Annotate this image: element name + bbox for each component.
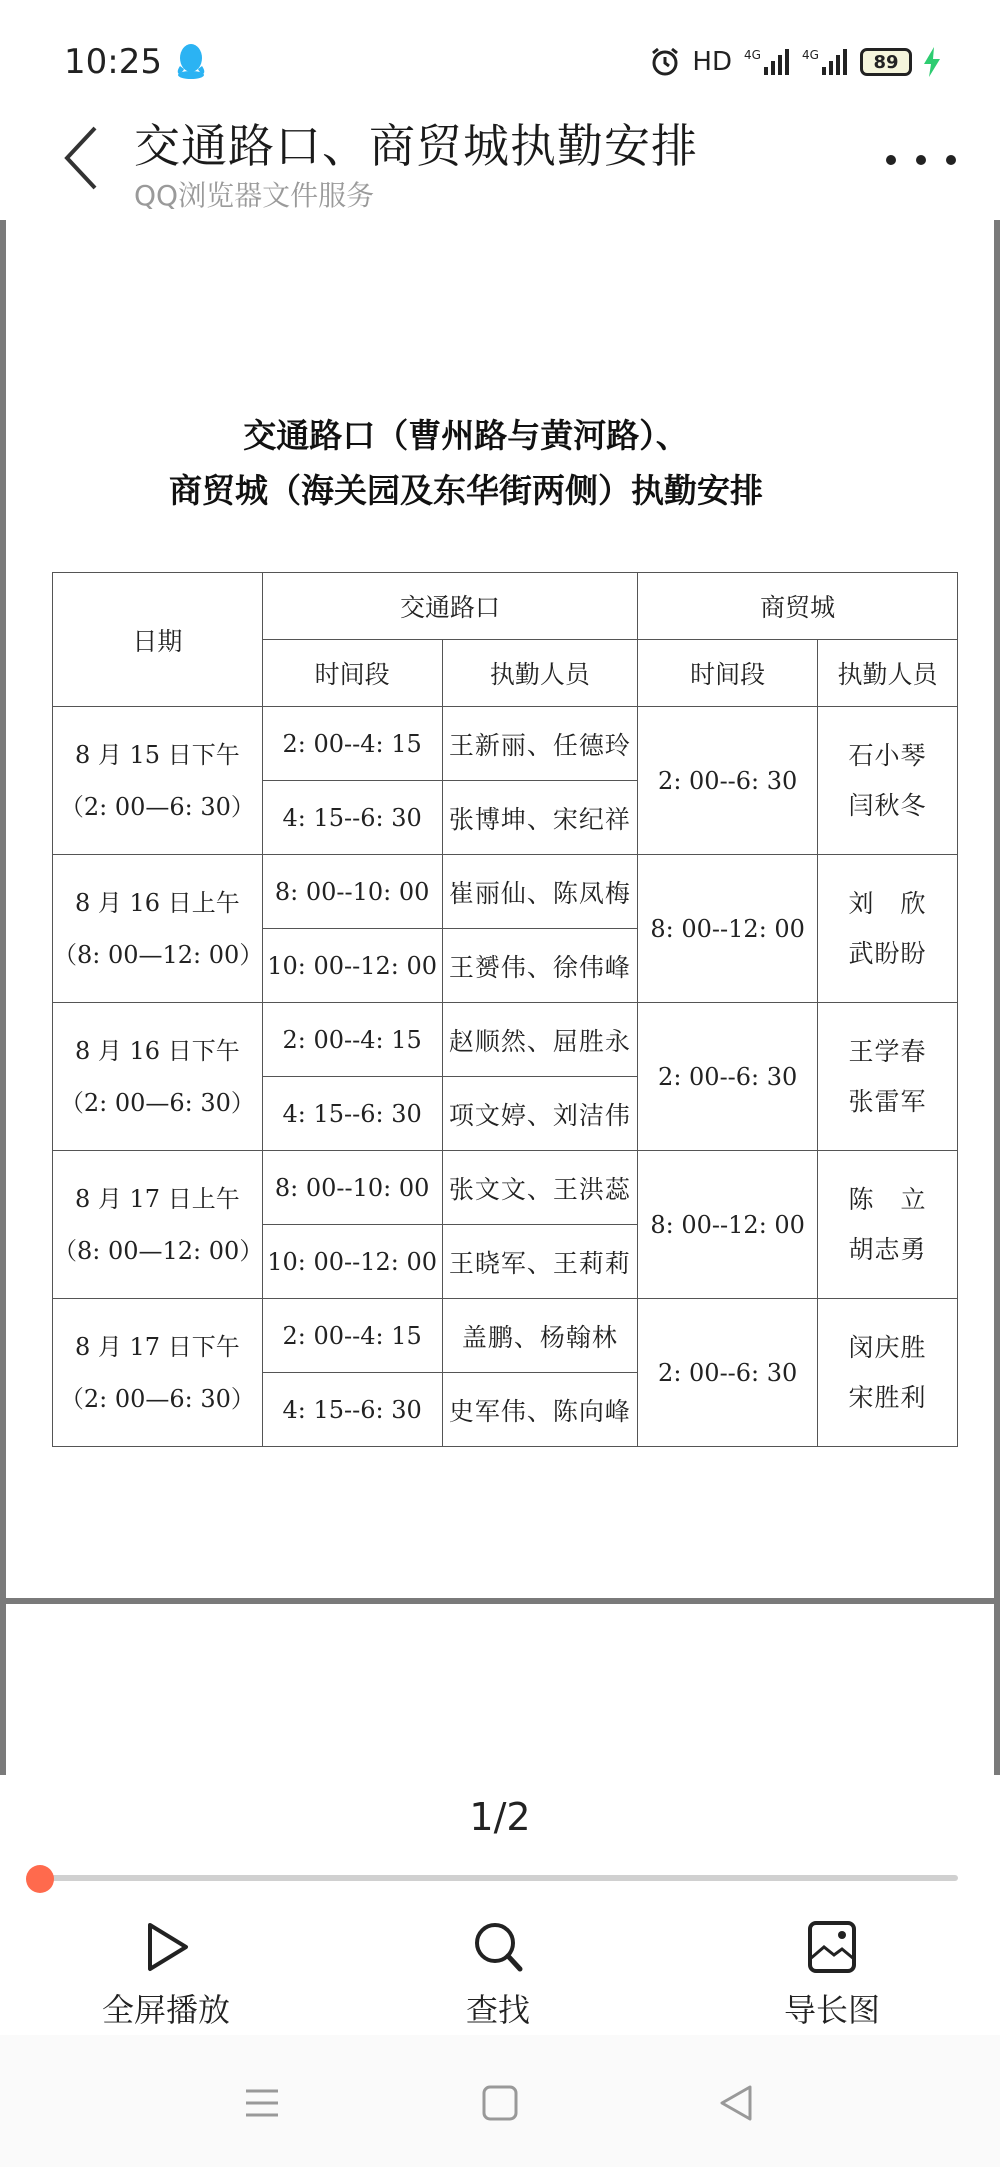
date-line: 8 月 17 日下午 [75, 1332, 240, 1361]
traffic-time-cell: 2: 00--4: 15 [262, 1003, 442, 1077]
mall-staff-cell [818, 1003, 958, 1151]
traffic-staff-cell: 张文文、王洪蕊 [442, 1151, 638, 1225]
schedule-table [52, 572, 958, 1447]
battery-level: 89 [873, 51, 899, 73]
header-date: 日期 [53, 573, 263, 707]
date-cell [53, 707, 263, 855]
table-header-row [53, 573, 958, 640]
traffic-staff-cell: 张博坤、宋纪祥 [442, 781, 638, 855]
traffic-staff-cell: 王新丽、任德玲 [442, 707, 638, 781]
table-row [53, 1003, 958, 1077]
search-label: 查找 [465, 1991, 530, 2029]
svg-text:4G: 4G [802, 48, 819, 62]
date-range: （2: 00—6: 30） [59, 1384, 255, 1413]
status-bar [0, 0, 1000, 100]
play-icon [138, 1919, 194, 1975]
mall-time-cell: 2: 00--6: 30 [638, 707, 818, 855]
date-range: （2: 00—6: 30） [59, 1088, 255, 1117]
signal-4g-icon [744, 47, 790, 77]
status-time: 10:25 [64, 42, 162, 82]
date-line: 8 月 16 日下午 [75, 1036, 240, 1065]
app-header [0, 100, 1000, 220]
mall-staff-name: 武盼盼 [848, 938, 927, 968]
traffic-staff-cell: 王晓军、王莉莉 [442, 1225, 638, 1299]
status-icons [650, 44, 940, 80]
system-nav-bar [0, 2035, 1000, 2167]
date-range: （8: 00—12: 00） [53, 1236, 264, 1265]
battery-icon [860, 48, 912, 76]
mall-staff-name: 闫秋冬 [848, 790, 927, 820]
traffic-time-cell: 2: 00--4: 15 [262, 1299, 442, 1373]
traffic-time-cell: 8: 00--10: 00 [262, 855, 442, 929]
hd-label: HD [692, 47, 732, 77]
mall-time-cell: 2: 00--6: 30 [638, 1299, 818, 1447]
header-mall-time: 时间段 [638, 640, 818, 707]
page-subtitle: QQ浏览器文件服务 [134, 179, 375, 212]
alarm-icon [650, 47, 680, 77]
traffic-staff-cell: 项文婷、刘洁伟 [442, 1077, 638, 1151]
document-title-line1: 交通路口（曹州路与黄河路）、 [243, 416, 689, 455]
more-dots-icon [946, 155, 956, 165]
header-traffic-time: 时间段 [262, 640, 442, 707]
mall-staff-name: 王学春 [848, 1036, 927, 1066]
mall-time-cell: 8: 00--12: 00 [638, 855, 818, 1003]
traffic-staff-cell: 盖鹏、杨翰林 [442, 1299, 638, 1373]
date-cell [53, 1151, 263, 1299]
more-button[interactable] [886, 140, 956, 180]
date-line: 8 月 15 日下午 [75, 740, 240, 769]
qq-penguin-icon [174, 42, 208, 80]
mall-staff-cell [818, 1299, 958, 1447]
mall-time-cell: 2: 00--6: 30 [638, 1003, 818, 1151]
date-range: （2: 00—6: 30） [59, 792, 255, 821]
long-image-icon [804, 1919, 860, 1975]
traffic-staff-cell: 王赟伟、徐伟峰 [442, 929, 638, 1003]
chevron-left-icon [61, 126, 101, 190]
traffic-time-cell: 4: 15--6: 30 [262, 1373, 442, 1447]
document-page-2 [6, 1604, 994, 1775]
traffic-time-cell: 10: 00--12: 00 [262, 1225, 442, 1299]
more-dots-icon [916, 155, 926, 165]
table-row [53, 1151, 958, 1225]
document-title-line2: 商贸城（海关园及东华街两侧）执勤安排 [169, 471, 763, 510]
fullscreen-play-button[interactable] [66, 1915, 266, 2035]
traffic-time-cell: 4: 15--6: 30 [262, 1077, 442, 1151]
date-cell [53, 1299, 263, 1447]
header-traffic: 交通路口 [262, 573, 638, 640]
page-title: 交通路口、商贸城执勤安排 [134, 119, 698, 173]
page-slider-thumb[interactable] [26, 1865, 54, 1893]
mall-staff-cell [818, 855, 958, 1003]
traffic-time-cell: 2: 00--4: 15 [262, 707, 442, 781]
mall-staff-name: 张雷军 [848, 1086, 927, 1116]
mall-staff-cell [818, 1151, 958, 1299]
date-range: （8: 00—12: 00） [53, 940, 264, 969]
home-square-icon[interactable] [470, 2073, 530, 2133]
header-traffic-staff: 执勤人员 [442, 640, 638, 707]
toolbar [0, 1915, 1000, 2035]
date-cell [53, 1003, 263, 1151]
mall-staff-cell [818, 707, 958, 855]
long-image-button[interactable] [732, 1915, 932, 2035]
traffic-staff-cell: 崔丽仙、陈凤梅 [442, 855, 638, 929]
document-viewer[interactable] [0, 220, 1000, 1775]
date-line: 8 月 17 日上午 [75, 1184, 240, 1213]
table-row [53, 1299, 958, 1373]
page-slider[interactable] [38, 1875, 958, 1881]
table-row [53, 855, 958, 929]
charging-bolt-icon [924, 47, 940, 77]
traffic-time-cell: 4: 15--6: 30 [262, 781, 442, 855]
search-icon [470, 1919, 526, 1975]
traffic-staff-cell: 史军伟、陈向峰 [442, 1373, 638, 1447]
mall-time-cell: 8: 00--12: 00 [638, 1151, 818, 1299]
mall-staff-name: 陈 立 [848, 1184, 927, 1214]
mall-staff-name: 闵庆胜 [848, 1332, 927, 1362]
long-image-label: 导长图 [783, 1991, 880, 2029]
back-button[interactable] [56, 118, 106, 198]
mall-staff-name: 胡志勇 [848, 1234, 927, 1264]
traffic-time-cell: 8: 00--10: 00 [262, 1151, 442, 1225]
more-dots-icon [886, 155, 896, 165]
menu-icon[interactable] [232, 2073, 292, 2133]
search-button[interactable] [398, 1915, 598, 2035]
mall-staff-name: 石小琴 [848, 740, 927, 770]
svg-text:4G: 4G [744, 48, 761, 62]
header-mall: 商贸城 [638, 573, 958, 640]
mall-staff-name: 刘 欣 [848, 888, 927, 918]
traffic-staff-cell: 赵顺然、屈胜永 [442, 1003, 638, 1077]
signal-4g-icon [802, 47, 848, 77]
date-cell [53, 855, 263, 1003]
bottom-controls [0, 1775, 1000, 2035]
header-mall-staff: 执勤人员 [818, 640, 958, 707]
date-line: 8 月 16 日上午 [75, 888, 240, 917]
document-page [6, 220, 994, 1598]
traffic-time-cell: 10: 00--12: 00 [262, 929, 442, 1003]
mall-staff-name: 宋胜利 [848, 1382, 927, 1412]
back-triangle-icon[interactable] [706, 2073, 766, 2133]
page-indicator: 1/2 [469, 1795, 531, 1839]
fullscreen-play-label: 全屏播放 [101, 1991, 230, 2029]
table-row [53, 707, 958, 781]
